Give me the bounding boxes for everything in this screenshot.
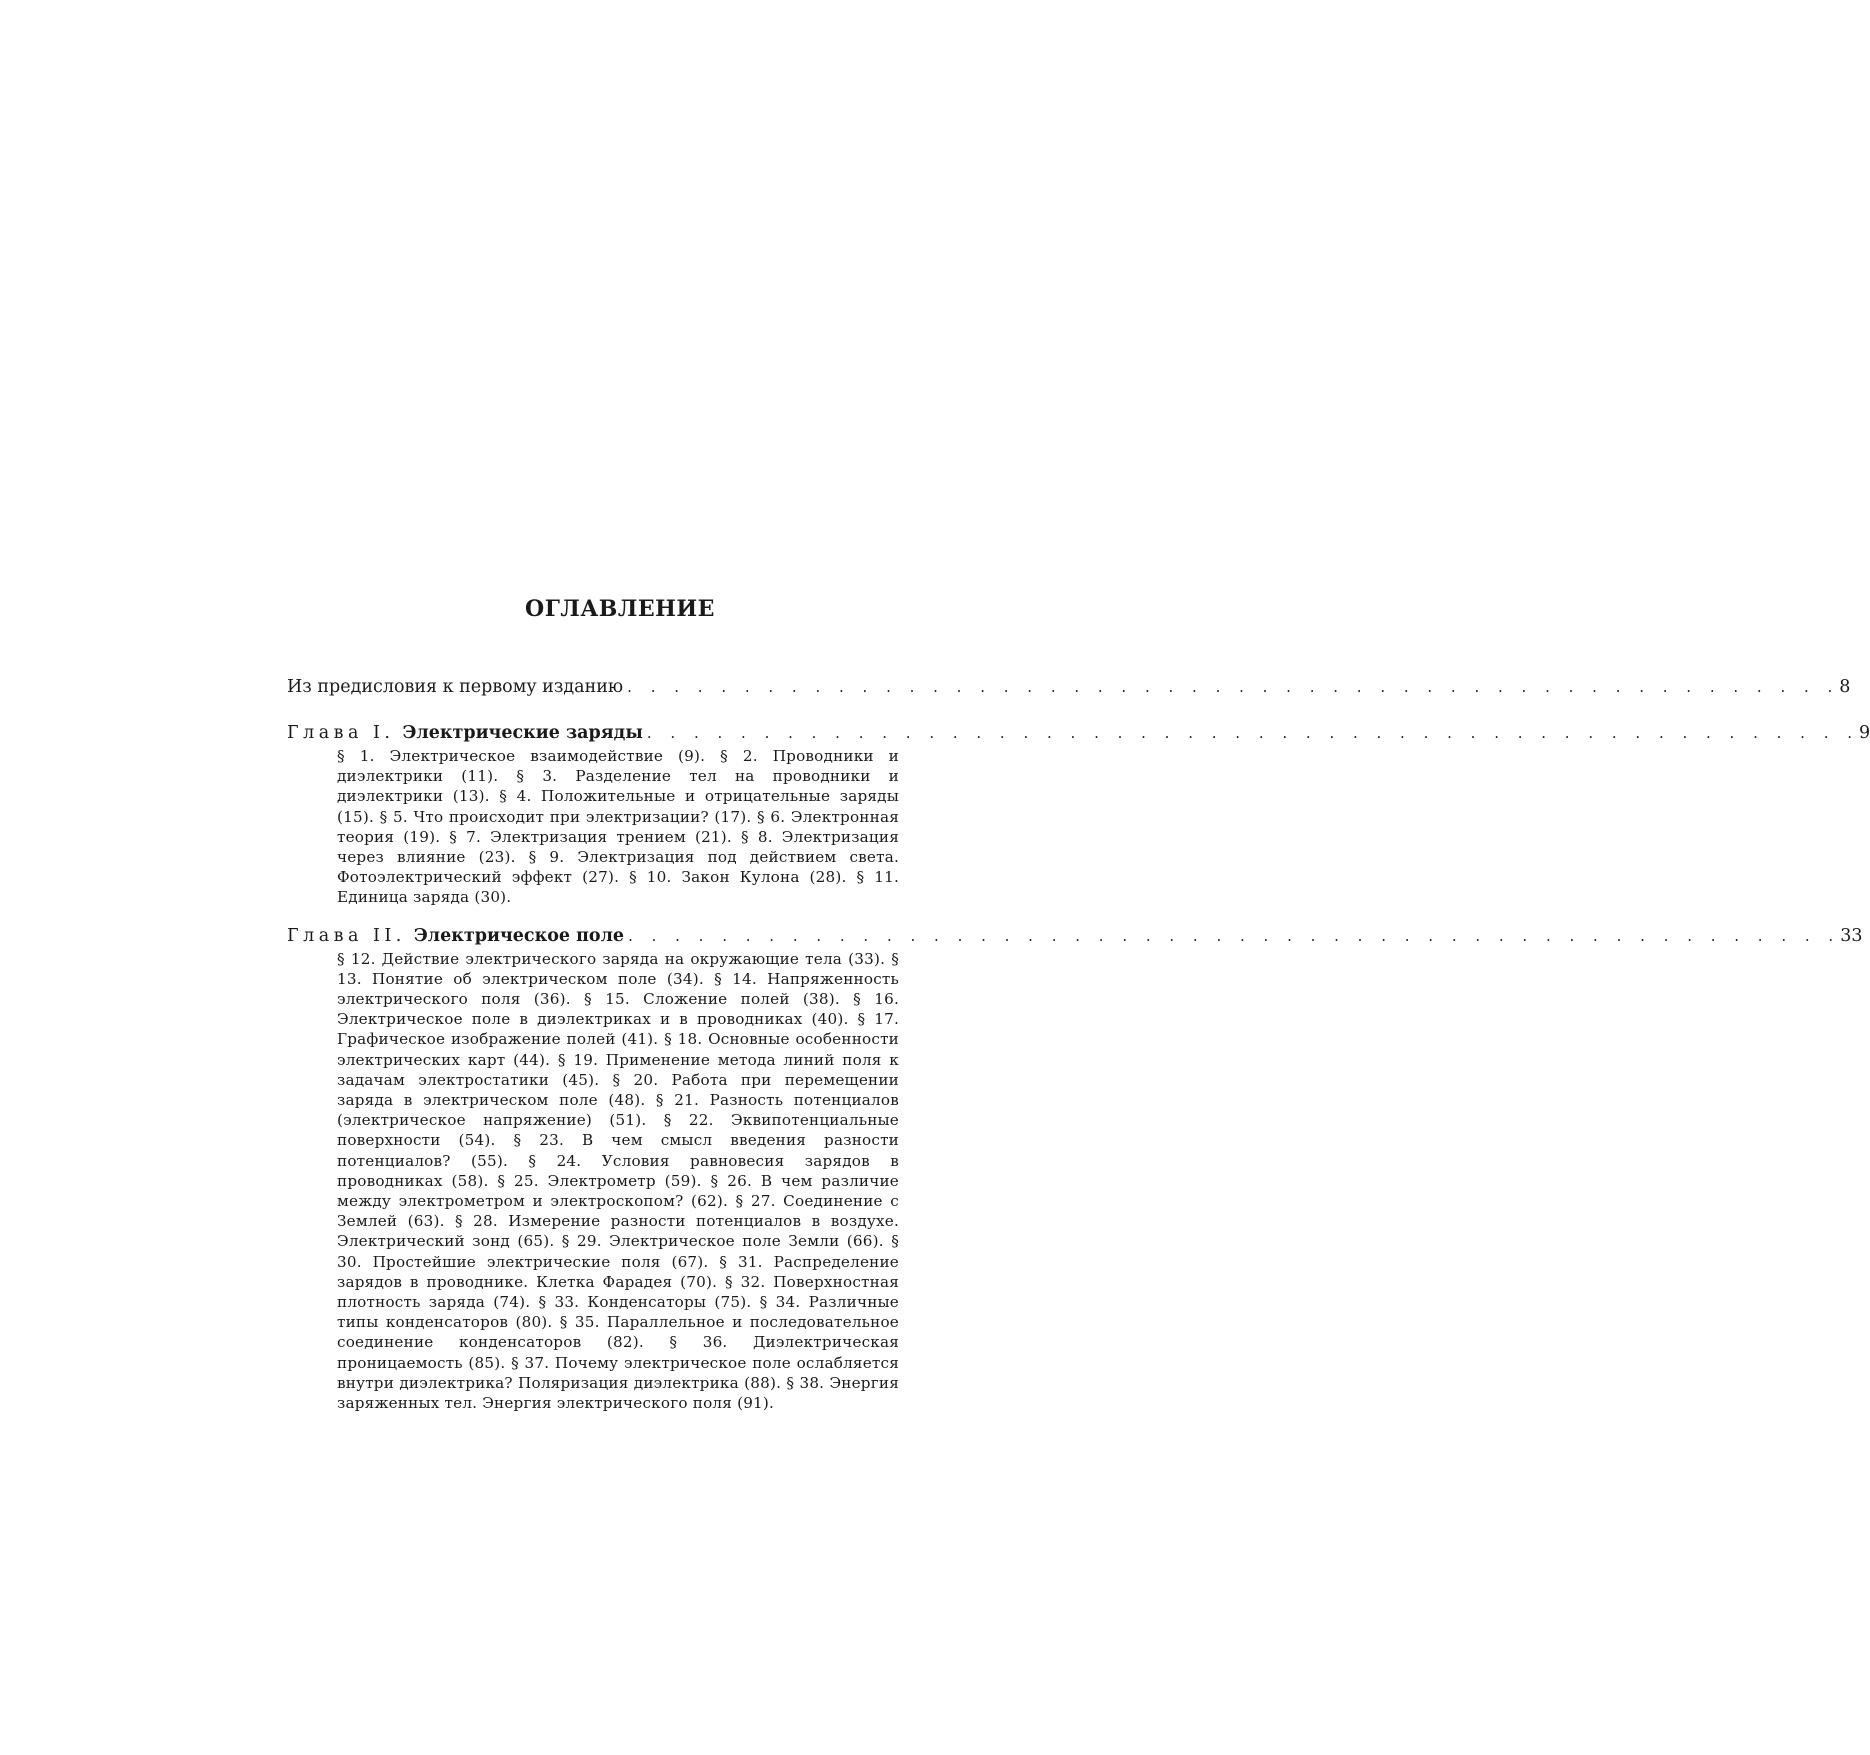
chapter-name: Электрическое поле [413, 925, 625, 946]
toc-chapter-1 [287, 721, 1870, 908]
chapter-heading-row[interactable] [287, 721, 1870, 745]
dot-leader: . . . . . . . . . . . . . . . . . . . . . . . . . . . . . . . . . . . . . . . . . . . . . . . . . . . . [628, 926, 1841, 945]
chapter-page-number: 9 [1859, 723, 1870, 743]
page-title: ОГЛАВЛЕНИЕ [525, 596, 715, 622]
preface-page-number: 8 [1839, 677, 1851, 697]
toc-chapter-2 [287, 924, 1863, 1414]
chapter-heading [287, 721, 643, 745]
dot-leader: . . . . . . . . . . . . . . . . . . . . . . . . . . . . . . . . . . . . . . . . . . . . . . . . . . . . [646, 724, 1860, 742]
chapter-label: Глава I. [287, 723, 395, 743]
chapter-sections-list: § 12. Действие электрического заряда на окружающие тела (33). § 13. Понятие об электрическом поле (34). § 14. Напряженность электрического поля (36). § 15. Сложение полей (38). § 16. Электрическое поле в диэлектриках и в проводниках (40). § 17. Графическое изображение полей (41). § 18. Основные особенности электрических карт (44). § 19. Применение метода линий поля к задачам электростатики (45). § 20. Работа при перемещении заряда в электрическом поле (48). § 21. Разность потенциалов (электрическое напряжение) (51). § 22. Эквипотенциальные поверхности (54). § 23. В чем смысл введения разности потенциалов? (55). § 24. Условия равновесия зарядов в проводниках (58). § 25. Электрометр (59). § 26. В чем различие между электрометром и электроскопом? (62). § 27. Соединение с Землей (63). § 28. Измерение разности потенциалов в воздухе. Электрический зонд (65). § 29. Электрическое поле Земли (66). § 30. Простейшие электрические поля (67). § 31. Распределение зарядов в проводнике. Клетка Фарадея (70). § 32. Поверхностная плотность заряда (74). § 33. Конденсаторы (75). § 34. Различные типы конденсаторов (80). § 35. Параллельное и последовательное соединение конденсаторов (82). § 36. Диэлектрическая проницаемость (85). § 37. Почему электрическое поле ослабляется внутри диэлектрика? Поляризация диэлектрика (88). § 38. Энергия заряженных тел. Энергия электрического поля (91). [337, 949, 899, 1413]
chapter-page-number: 33 [1840, 925, 1863, 946]
toc-entry-preface[interactable] [287, 675, 1851, 699]
dot-leader: . . . . . . . . . . . . . . . . . . . . . . . . . . . . . . . . . . . . . . . . . . . . . . . . . . . . [627, 678, 1840, 696]
chapter-heading [287, 924, 624, 948]
chapter-sections-list: § 1. Электрическое взаимодействие (9). § 2. Проводники и диэлектрики (11). § 3. Разделение тел на проводники и диэлектрики (13). § 4. Положительные и отрицательные заряды (15). § 5. Что происходит при электризации? (17). § 6. Электронная теория (19). § 7. Электризация трением (21). § 8. Электризация через влияние (23). § 9. Электризация под действием света. Фотоэлектрический эффект (27). § 10. Закон Кулона (28). § 11. Единица заряда (30). [337, 747, 899, 907]
preface-title: Из предисловия к первому изданию [287, 677, 624, 697]
chapter-name: Электрические заряды [402, 723, 643, 743]
table-of-contents [287, 675, 1870, 1429]
chapter-label: Глава II. [287, 925, 406, 946]
chapter-heading-row[interactable] [287, 924, 1863, 948]
